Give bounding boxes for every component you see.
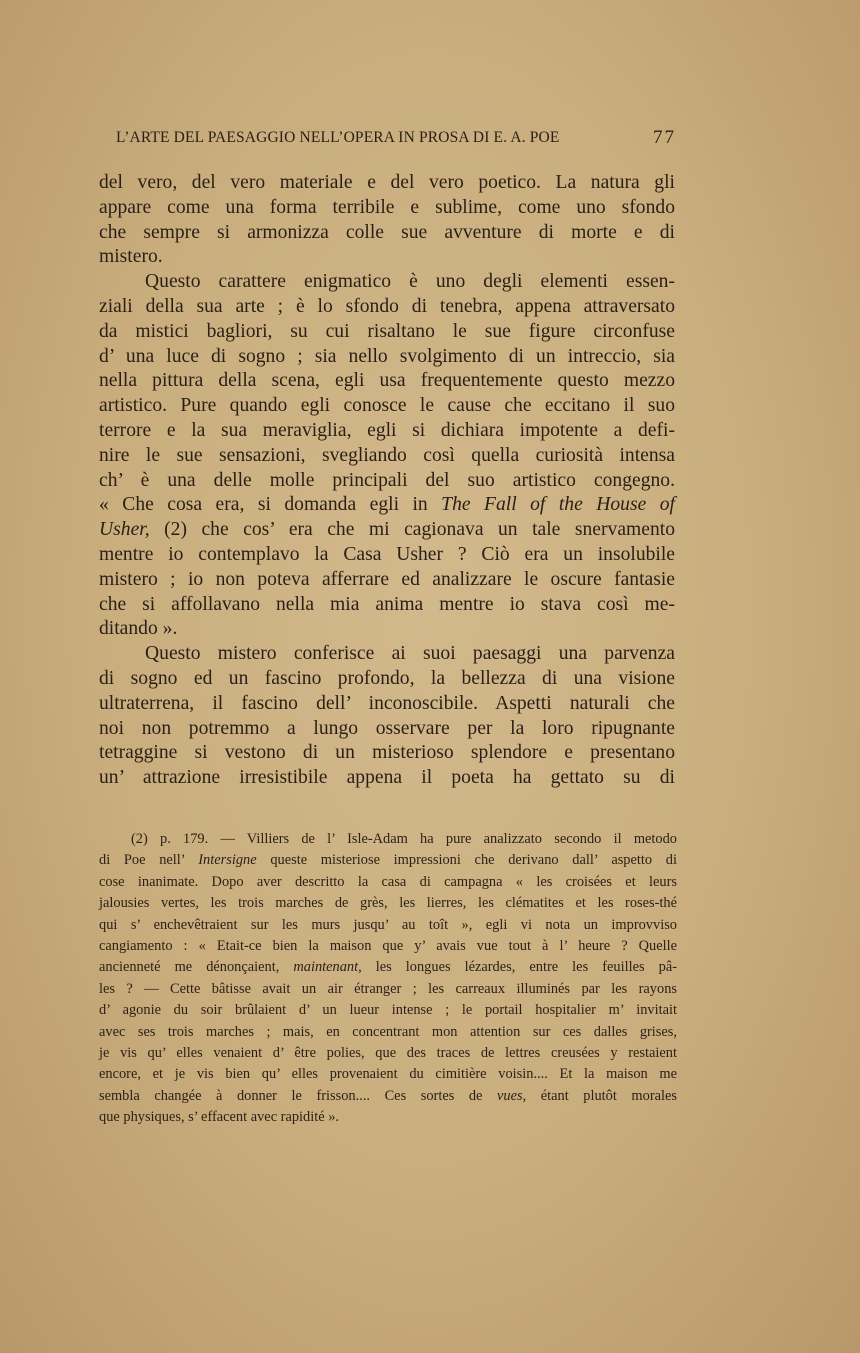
work-title-end: Usher, bbox=[99, 519, 150, 541]
footnote-line: cangiamento : « Etait-ce bien la maison que y’ avais vue tout à l’ heure ? Quelle bbox=[99, 937, 677, 954]
body-line: nella pittura della scena, egli usa frequentemente questo mezzo bbox=[99, 370, 675, 392]
body-line: del vero, del vero materiale e del vero poetico. La natura gli bbox=[99, 172, 675, 193]
footnote-text: étant plutôt morales bbox=[526, 1087, 677, 1104]
footnote-line: jalousies vertes, les trois marches de grès, les lierres, les clématites et les roses-thé bbox=[99, 895, 677, 912]
body-line: Questo mistero conferisce ai suoi paesaggi una parvenza bbox=[145, 643, 675, 665]
footnotes bbox=[99, 829, 677, 1128]
body-line: di sogno ed un fascino profondo, la bellezza di una visione bbox=[99, 667, 675, 689]
italic-word: vues, bbox=[497, 1087, 527, 1104]
footnote-line: les ? — Cette bâtisse avait un air étranger ; les carreaux illuminés par les rayons bbox=[99, 980, 677, 997]
footnote-text: les longues lézardes, entre les feuilles pâ- bbox=[361, 959, 677, 976]
footnote-line: qui s’ enchevêtraient sur les murs jusqu’ au toît », egli vi nota un improvviso bbox=[99, 916, 677, 933]
body-line: noi non potremmo a lungo osservare per la loro ripugnante bbox=[99, 717, 675, 739]
body-line: Questo carattere enigmatico è uno degli elementi essen- bbox=[145, 271, 675, 293]
body-line: appare come una forma terribile e sublime, come uno sfondo bbox=[99, 196, 675, 218]
body-line: d’ una luce di sogno ; sia nello svolgimento di un intreccio, sia bbox=[99, 345, 675, 367]
footnote-line: je vis qu’ elles venaient d’ être polies, que des traces de lettres creusées y restaient bbox=[99, 1044, 677, 1061]
body-line: mentre io contemplavo la Casa Usher ? Ciò era un insolubile bbox=[99, 543, 675, 565]
footnote-line bbox=[99, 1086, 677, 1107]
body-line: terrore e la sua meraviglia, egli si dichiara impotente a defi- bbox=[99, 419, 675, 441]
quote-continuation: (2) che cos’ era che mi cagionava un tale snervamento bbox=[149, 519, 675, 541]
footnote-line: avec ses trois marches ; mais, en concentrant mon attention sur ces dalles grises, bbox=[99, 1023, 677, 1040]
body-line bbox=[99, 493, 675, 518]
body-line: che si affollavano nella mia anima mentre io stava così me- bbox=[99, 593, 675, 615]
body-line: tetraggine si vestono di un misterioso splendore e presentano bbox=[99, 742, 675, 764]
body-line: artistico. Pure quando egli conosce le cause che eccitano il suo bbox=[99, 395, 675, 417]
body-line: ditando ». bbox=[99, 618, 178, 640]
footnote-line bbox=[99, 957, 677, 978]
body-line: ch’ è una delle molle principali del suo artistico congegno. bbox=[99, 469, 675, 491]
body-line: mistero ; io non poteva afferrare ed analizzare le oscure fantasie bbox=[99, 568, 675, 590]
body-line: che sempre si armonizza colle sue avventure di morte e di bbox=[99, 221, 675, 243]
body-line: nire le sue sensazioni, svegliando così quella curiosità intensa bbox=[99, 444, 675, 466]
body-line: ziali della sua arte ; è lo sfondo di tenebra, appena attraversato bbox=[99, 295, 675, 317]
footnote-line bbox=[99, 850, 677, 871]
footnote-text: ancienneté me dénonçaient, bbox=[99, 959, 294, 976]
body-line bbox=[99, 518, 675, 543]
body-line: da mistici bagliori, su cui risaltano le sue figure circonfuse bbox=[99, 320, 675, 342]
footnote-line: encore, et je vis bien qu’ elles provenaient du cimitière voisin.... Et la maison me bbox=[99, 1066, 677, 1083]
main-text bbox=[99, 171, 675, 791]
footnote-line: que physiques, s’ effacent avec rapidité ». bbox=[99, 1109, 340, 1126]
body-line: mistero. bbox=[99, 246, 163, 268]
footnote-line: (2) p. 179. — Villiers de l’ Isle-Adam ha pure analizzato secondo il metodo bbox=[131, 831, 677, 847]
footnote-line: d’ agonie du soir brûlaient d’ un lueur intense ; le portail hospitalier m’ invitait bbox=[99, 1002, 677, 1019]
footnote-text: di Poe nell’ bbox=[99, 852, 199, 869]
footnote-text: sembla changée à donner le frisson.... Ces sortes de bbox=[99, 1087, 498, 1104]
italic-word: maintenant, bbox=[293, 959, 362, 976]
footnote-text: queste misteriose impressioni che derivano dall’ aspetto di bbox=[256, 852, 677, 869]
running-head bbox=[116, 129, 676, 153]
footnote-line: cose inanimate. Dopo aver descritto la casa di campagna « les croisées et leurs bbox=[99, 873, 677, 890]
work-title: Intersigne bbox=[198, 852, 257, 869]
body-line: un’ attrazione irresistibile appena il poeta ha gettato su di bbox=[99, 767, 675, 789]
quote-open-text: « Che cosa era, si domanda egli in bbox=[99, 494, 442, 516]
page-number: 77 bbox=[653, 127, 676, 148]
work-title: The Fall of the House of bbox=[441, 494, 675, 516]
body-line: ultraterrena, il fascino dell’ inconoscibile. Aspetti naturali che bbox=[99, 692, 675, 714]
running-title: L’ARTE DEL PAESAGGIO NELL’OPERA IN PROSA DI E. A. POE bbox=[116, 129, 560, 146]
